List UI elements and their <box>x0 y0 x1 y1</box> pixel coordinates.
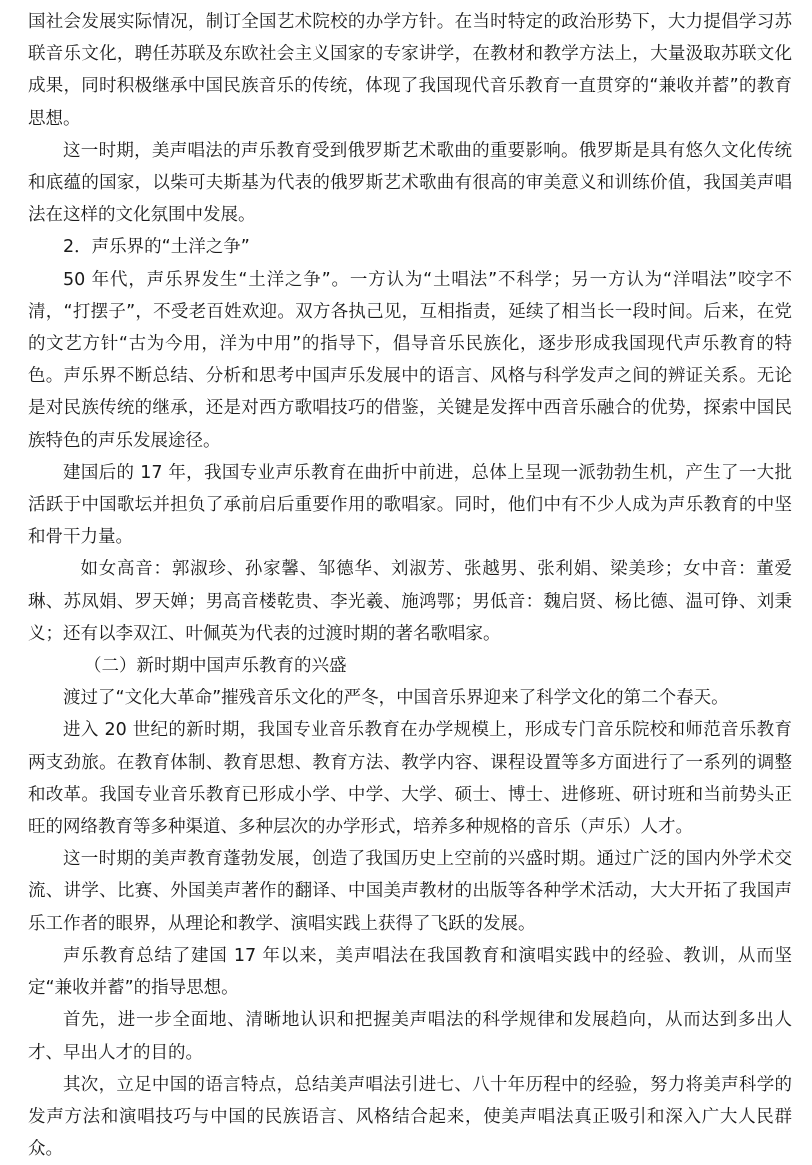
paragraph-8: 声乐教育总结了建国 17 年以来，美声唱法在我国教育和演唱实践中的经验、教训，从而坚定“兼收并蓄”的指导思想。 <box>28 945 792 999</box>
paragraph-2: 这一时期，美声唱法的声乐教育受到俄罗斯艺术歌曲的重要影响。俄罗斯是具有悠久文化传统和底蕴的国家，以柴可夫斯基为代表的俄罗斯艺术歌曲有很高的审美意义和训练价值，我国美声唱法在这样的文化氛围中发展。 <box>28 140 792 226</box>
section-heading-tuyang: 2．声乐界的“土洋之争” <box>63 237 250 258</box>
paragraph-1: 国社会发展实际情况，制订全国艺术院校的办学方针。在当时特定的政治形势下，大力提倡学习苏联音乐文化，聘任苏联及东欧社会主义国家的专家讲学，在教材和教学方法上，大量汲取苏联文化成果，同时积极继承中国民族音乐的传统，体现了我国现代音乐教育一直贯穿的“兼收并蓄”的教育思想。 <box>28 12 792 129</box>
paragraph-4: 建国后的 17 年，我国专业声乐教育在曲折中前进，总体上呈现一派勃勃生机，产生了一大批活跃于中国歌坛并担负了承前启后重要作用的歌唱家。同时，他们中有不少人成为声乐教育的中坚和骨干力量。 <box>28 462 792 548</box>
paragraph-6: 进入 20 世纪的新时期，我国专业音乐教育在办学规模上，形成专门音乐院校和师范音乐教育两支劲旅。在教育体制、教育思想、教育方法、教学内容、课程设置等多方面进行了一系列的调整和改革。我国专业音乐教育已形成小学、中学、大学、硕士、博士、进修班、研讨班和当前势头正旺的网络教育等多种渠道、多种层次的办学形式，培养多种规格的音乐（声乐）人才。 <box>28 720 792 838</box>
paragraph-10: 其次，立足中国的语言特点，总结美声唱法引进七、八十年历程中的经验，努力将美声科学的发声方法和演唱技巧与中国的民族语言、风格结合起来，使美声唱法真正吸引和深入广大人民群众。 <box>28 1074 792 1160</box>
section-heading-new-era: （二）新时期中国声乐教育的兴盛 <box>84 656 347 677</box>
paragraph-7: 这一时期的美声教育蓬勃发展，创造了我国历史上空前的兴盛时期。通过广泛的国内外学术交流、讲学、比赛、外国美声著作的翻译、中国美声教材的出版等各种学术活动，大大开拓了我国声乐工作者的眼界，从理论和教学、演唱实践上获得了飞跃的发展。 <box>28 849 792 934</box>
paragraph-9: 首先，进一步全面地、清晰地认识和把握美声唱法的科学规律和发展趋向，从而达到多出人才、早出人才的目的。 <box>28 1010 792 1063</box>
paragraph-3: 50 年代，声乐界发生“土洋之争”。一方认为“土唱法”不科学；另一方认为“洋唱法”咬字不清，“打摆子”，不受老百姓欢迎。双方各执己见，互相指责，延续了相当长一段时间。后来，在党的文艺方针“古为今用，洋为中用”的指导下，倡导音乐民族化，逐步形成我国现代声乐教育的特色。声乐界不断总结、分析和思考中国声乐发展中的语言、风格与科学发声之间的辨证关系。无论是对民族传统的继承，还是对西方歌唱技巧的借鉴，关键是发挥中西音乐融合的优势，探索中国民族特色的声乐发展途径。 <box>28 269 792 451</box>
paragraph-5: 渡过了“文化大革命”摧残音乐文化的严冬，中国音乐界迎来了科学文化的第二个春天。 <box>63 688 729 709</box>
paragraph-singer-names: 如女高音：郭淑珍、孙家馨、邹德华、刘淑芳、张越男、张利娟、梁美珍；女中音：董爱琳、苏凤娟、罗天婵；男高音楼乾贵、李光羲、施鸿鄂；男低音：魏启贤、杨比德、温可铮、刘秉义；还有以李双江、叶佩英为代表的过渡时期的著名歌唱家。 <box>28 559 792 644</box>
